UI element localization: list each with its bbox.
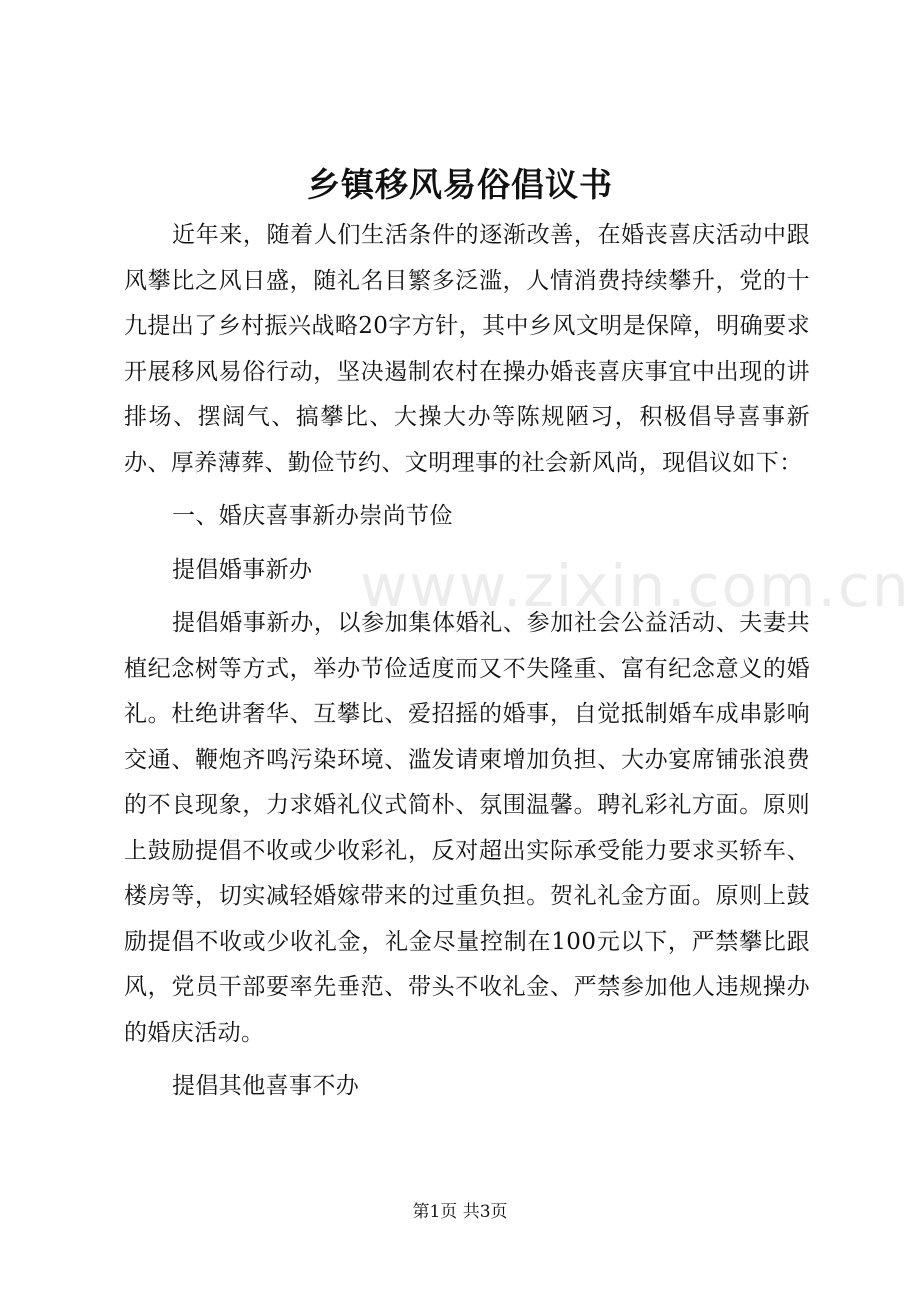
paragraph-gap xyxy=(124,486,810,494)
paragraph-gap xyxy=(124,593,810,601)
watermark: www.zixin.com.cn xyxy=(360,552,911,620)
intro-paragraph: 近年来，随着人们生活条件的逐渐改善，在婚丧喜庆活动中跟风攀比之风日盛，随礼名目繁多泛滥，人情消费持续攀升，党的十九提出了乡村振兴战略20字方针，其中乡风文明是保障，明确要求开展移风易俗行动，坚决遏制农村在操办婚丧喜庆事宜中出现的讲排场、摆阔气、搞攀比、大操大办等陈规陋习，积极倡导喜事新办、厚养薄葬、勤俭节约、文明理事的社会新风尚，现倡议如下： xyxy=(124,222,810,476)
subsection-heading: 提倡婚事新办 xyxy=(172,556,313,583)
page-footer: 第1页 共3页 xyxy=(412,1202,508,1222)
body-paragraph: 提倡婚事新办，以参加集体婚礼、参加社会公益活动、夫妻共植纪念树等方式，举办节俭适度而又不失隆重、富有纪念意义的婚礼。杜绝讲奢华、互攀比、爱招摇的婚事，自觉抵制婚车成串影响交通、鞭炮齐鸣污染环境、滥发请柬增加负担、大办宴席铺张浪费的不良现象，力求婚礼仪式简朴、氛围温馨。聘礼彩礼方面。原则上鼓励提倡不收或少收彩礼，反对超出实际承受能力要求买轿车、楼房等，切实减轻婚嫁带来的过重负担。贺礼礼金方面。原则上鼓励提倡不收或少收礼金，礼金尽量控制在100元以下，严禁攀比跟风，党员干部要率先垂范、带头不收礼金、严禁参加他人违规操办的婚庆活动。 xyxy=(124,610,810,1046)
subsection-heading: 提倡其他喜事不办 xyxy=(172,1073,360,1099)
document-title: 乡镇移风易俗倡议书 xyxy=(307,165,613,204)
paragraph-gap xyxy=(124,1056,810,1064)
section-heading: 一、婚庆喜事新办崇尚节俭 xyxy=(172,503,453,529)
document-body xyxy=(124,213,810,1110)
paragraph-gap xyxy=(124,540,810,548)
